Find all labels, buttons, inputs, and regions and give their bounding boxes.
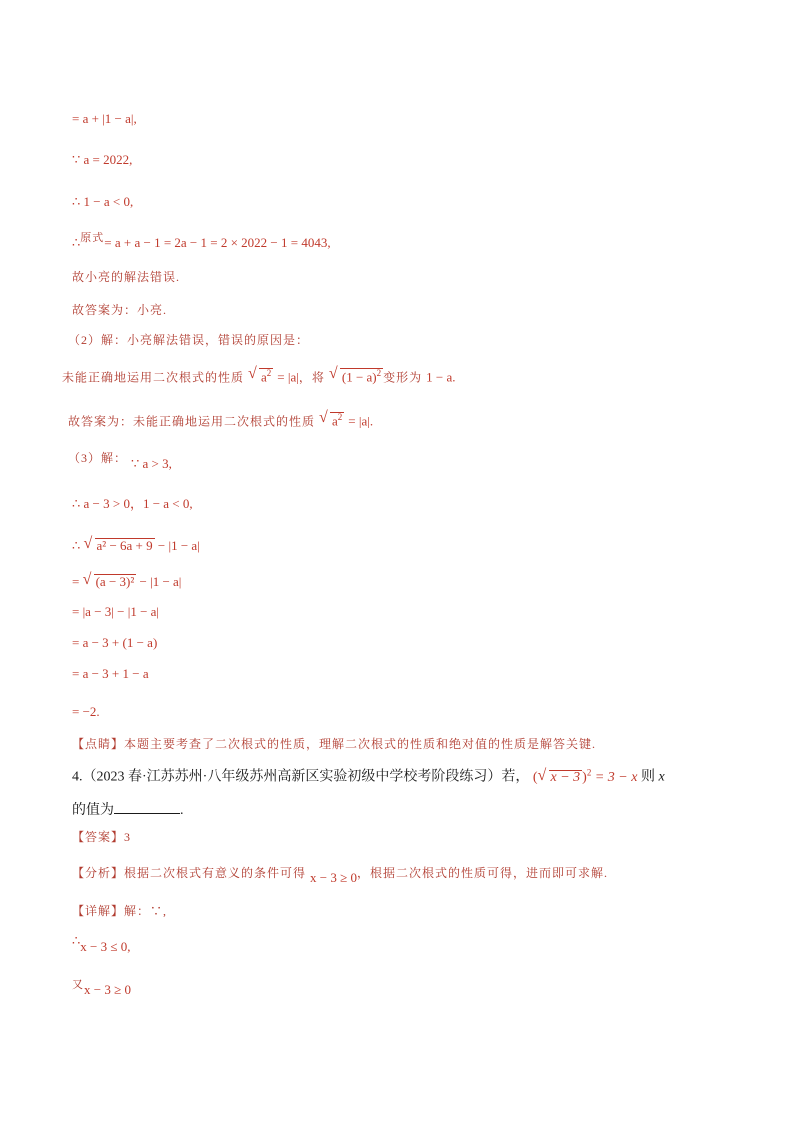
radicand: a: [261, 369, 267, 385]
answer-line: 故答案为：小亮.: [72, 303, 168, 317]
answer-text: 故答案为：未能正确地运用二次根式的性质: [68, 414, 316, 429]
analysis-line: [72, 865, 608, 885]
conclusion-line: 故小亮的解法错误.: [72, 270, 181, 284]
step-line-17: = −2.: [72, 704, 100, 719]
radicand: x − 3: [550, 769, 581, 785]
step-line-4: [72, 232, 331, 250]
therefore-symbol: ∴: [72, 235, 81, 250]
step-text: − |1 − a|: [139, 574, 182, 589]
step-line-2: [72, 153, 132, 166]
radicand: (a − 3)²: [95, 574, 135, 589]
sqrt-a-squared: √ $a^2$: [248, 368, 273, 383]
analysis-inequality: x − 3 ≥ 0: [310, 870, 357, 885]
sqrt-a-squared: √ $a^2$: [319, 412, 344, 427]
original-expression-label: 原式: [80, 232, 105, 244]
therefore-symbol: ∴: [72, 194, 81, 209]
question-text: 的值为: [72, 803, 114, 818]
question-4-line-2: [72, 801, 184, 818]
step-line-14: = |a − 3| − |1 − a|: [72, 604, 160, 619]
part-3-line: [68, 450, 172, 471]
answer-label: 【答案】3: [72, 830, 132, 844]
because-symbol: ∵: [72, 152, 81, 167]
equation-rhs: = 3 − x: [594, 769, 638, 785]
equals: =: [72, 574, 80, 589]
step-line-1: = a + |1 − a|,: [72, 111, 137, 126]
detail-step-2: [72, 933, 131, 954]
sqrt-x-minus-3: [538, 770, 583, 785]
step-text: 1 − a < 0,: [83, 194, 134, 209]
sqrt-one-minus-a-squared: √ $(1 - a)^2$: [329, 368, 383, 383]
step-line-15: = a − 3 + (1 − a): [72, 635, 158, 650]
abs-a: = |a|.: [348, 413, 374, 429]
therefore-symbol: ∴: [72, 933, 81, 948]
variable-x: x: [658, 769, 665, 785]
reason-text: 未能正确地运用二次根式的性质: [62, 370, 245, 385]
step-text: = a + a − 1 = 2a − 1 = 2 × 2022 − 1 = 4043,: [104, 235, 331, 250]
step-line-16: = a − 3 + 1 − a: [72, 666, 149, 681]
step-text: − |1 − a|: [157, 538, 200, 553]
part-3-label: （3）解：: [68, 451, 128, 465]
step-line-11: ∴ a − 3 > 0，1 − a < 0,: [72, 496, 193, 511]
question-equation: (√ x − 3 )$^2$ = 3 − x: [533, 770, 638, 785]
step-line-3: [72, 195, 133, 208]
reason-text: 变形为: [383, 370, 423, 385]
part-2-answer-line: [68, 412, 373, 429]
therefore-symbol: ∴: [72, 538, 81, 553]
step-line-12: [72, 538, 200, 552]
period: .: [180, 803, 184, 818]
step-line-13: [72, 574, 181, 588]
radicand: (1 − a): [341, 369, 377, 385]
condition: ∵ a > 3,: [131, 456, 172, 471]
step-text: x − 3 ≤ 0,: [80, 939, 131, 954]
reason-text: ，将: [298, 370, 325, 385]
part-2-line: （2）解：小亮解法错误，错误的原因是：: [68, 333, 310, 347]
analysis-text: ，根据二次根式的性质可得，进而即可求解.: [356, 866, 608, 880]
answer-blank: [114, 801, 180, 814]
question-4: [72, 768, 665, 785]
radicand: a: [332, 413, 338, 429]
one-minus-a: 1 − a.: [426, 369, 456, 385]
question-text: 4.（2023 春·江苏苏州·八年级苏州高新区实验初级中学校考阶段练习）若，: [72, 769, 530, 785]
also-label: 又: [72, 979, 84, 991]
sqrt-expression: [84, 538, 155, 552]
sqrt-expression: [83, 574, 137, 588]
analysis-text: 【分析】根据二次根式有意义的条件可得: [72, 866, 307, 880]
key-point-note: 【点睛】本题主要考查了二次根式的性质，理解二次根式的性质和绝对值的性质是解答关键.: [72, 737, 597, 751]
question-text: 则: [640, 769, 655, 785]
part-2-reason-line: [62, 368, 456, 385]
step-text: x − 3 ≥ 0: [84, 982, 131, 997]
detail-line: 【详解】解：∵,: [72, 904, 168, 918]
abs-a: = |a|: [277, 369, 299, 385]
radicand: a² − 6a + 9: [96, 538, 153, 553]
step-text: a = 2022,: [83, 152, 133, 167]
detail-step-3: [72, 979, 131, 997]
